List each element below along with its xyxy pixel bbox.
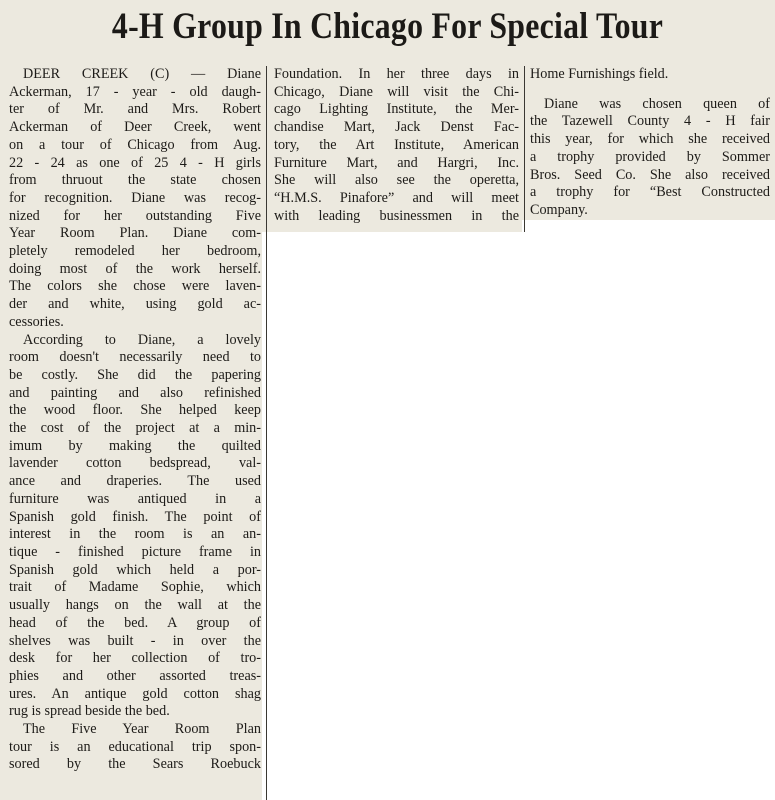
text-line: interest in the room is an an- [9, 526, 261, 543]
article-column-3 [530, 66, 770, 220]
text-line: Spanish gold which held a por- [9, 561, 261, 578]
article-column-2 [274, 66, 519, 225]
text-line: der and white, using gold ac- [9, 296, 261, 313]
text-line: tique - finished picture frame in [9, 543, 261, 560]
text-line: DEER CREEK (C) — Diane [23, 66, 261, 82]
article-column-1 [9, 66, 261, 774]
text-line: on a tour of Chicago from Aug. [9, 136, 261, 153]
text-line: trait of Madame Sophie, which [9, 579, 261, 596]
text-line: ter of Mr. and Mrs. Robert [9, 101, 261, 118]
text-line: ance and draperies. The used [9, 473, 261, 490]
text-line: Home Furnishings field. [530, 66, 669, 82]
text-line: Diane was chosen queen of [544, 95, 770, 112]
text-line: doing most of the work herself. [9, 260, 261, 277]
text-line: usually hangs on the wall at the [9, 597, 261, 614]
text-line: Foundation. In her three days in [274, 66, 519, 82]
text-line: Ackerman of Deer Creek, went [9, 119, 261, 136]
text-line: shelves was built - in over the [9, 632, 261, 649]
text-line: chandise Mart, Jack Denst Fac- [274, 119, 519, 136]
text-line: the Tazewell County 4 - H fair [530, 113, 770, 130]
text-line: the cost of the project at a min- [9, 420, 261, 437]
text-line: desk for her collection of tro- [9, 650, 261, 667]
text-line: Chicago, Diane will visit the Chi- [274, 83, 519, 100]
text-line: Bros. Seed Co. She also received [530, 166, 770, 183]
text-line: and painting and also refinished [9, 384, 261, 401]
text-line: rug is spread beside the bed. [9, 703, 170, 720]
text-line: cago Lighting Institute, the Mer- [274, 101, 519, 118]
text-line: The colors she chose were laven- [9, 278, 261, 295]
text-line: nized for her outstanding Five [9, 207, 261, 224]
text-line: Ackerman, 17 - year - old daugh- [9, 83, 261, 100]
text-line: pletely remodeled her bedroom, [9, 243, 261, 260]
text-line: from thruout the state chosen [9, 172, 261, 189]
text-line: phies and other assorted treas- [9, 667, 261, 684]
column-rule-right [524, 66, 525, 232]
text-line: 22 - 24 as one of 25 4 - H girls [9, 154, 261, 171]
text-line: furniture was antiqued in a [9, 490, 261, 507]
text-line: Year Room Plan. Diane com- [9, 225, 261, 242]
text-line: Spanish gold finish. The point of [9, 508, 261, 525]
text-line: sored by the Sears Roebuck [9, 756, 261, 773]
blank-area [262, 232, 775, 800]
text-line: She will also see the operetta, [274, 172, 519, 189]
text-line: room doesn't necessarily need to [9, 349, 261, 366]
text-line: Company. [530, 201, 588, 218]
text-line: The Five Year Room Plan [23, 721, 261, 738]
text-line: lavender cotton bedspread, val- [9, 455, 261, 472]
headline: 4-H Group In Chicago For Special Tour [111, 6, 664, 47]
text-line: ures. An antique gold cotton shag [9, 685, 261, 702]
text-line: head of the bed. A group of [9, 614, 261, 631]
text-line: tory, the Art Institute, American [274, 136, 519, 153]
text-line: Furniture Mart, and Hargri, Inc. [274, 154, 519, 171]
blank-area-top [522, 220, 775, 232]
text-line: the wood floor. She helped keep [9, 402, 261, 419]
text-line: with leading businessmen in the [274, 207, 519, 224]
text-line: According to Diane, a lovely [23, 331, 261, 348]
text-line: a trophy for “Best Constructed [530, 184, 770, 201]
text-line: “H.M.S. Pinafore” and will meet [274, 189, 519, 206]
text-line: tour is an educational trip spon- [9, 738, 261, 755]
text-line: imum by making the quilted [9, 437, 261, 454]
text-line: a trophy provided by Sommer [530, 148, 770, 165]
text-line: this year, for which she received [530, 131, 770, 148]
text-line: for recognition. Diane was recog- [9, 189, 261, 206]
text-line: be costly. She did the papering [9, 366, 261, 383]
column-rule-left [266, 66, 267, 800]
text-line: cessories. [9, 313, 64, 330]
